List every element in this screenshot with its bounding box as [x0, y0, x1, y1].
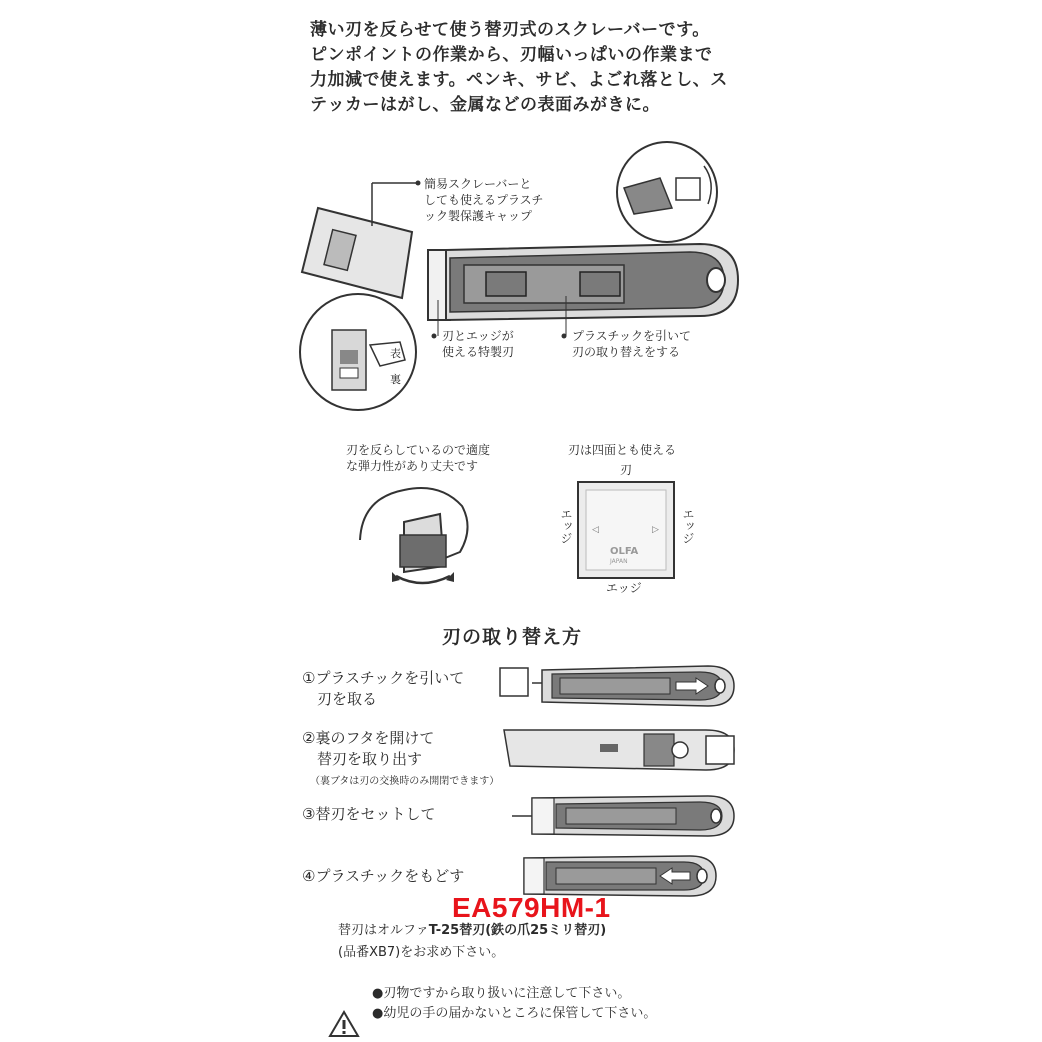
warning-item: ●幼児の手の届かないところに保管して下さい。	[372, 1006, 657, 1021]
edge-detail-circle	[617, 142, 717, 242]
model-number: EA579HM-1	[452, 892, 611, 923]
plastic-callout: プラスチックを引いて 刃の取り替えをする	[572, 329, 692, 359]
blade-top-label: 刃	[620, 463, 633, 477]
blade-callout: 刃とエッジが 使える特製刃	[442, 329, 515, 359]
front-label: 表	[390, 347, 401, 360]
intro-line: ピンポイントの作業から、刃幅いっぱいの作業まで	[310, 45, 713, 65]
step4-tool	[524, 856, 716, 896]
protective-cap-illustration	[302, 183, 416, 298]
step-2-subnote: （裏ブタは刃の交換時のみ開閉できます）	[310, 776, 500, 787]
step1-tool	[500, 666, 734, 706]
main-tool-body	[428, 244, 738, 320]
flex-note: 刃を反らしているので適度 な弾力性があり丈夫です	[346, 443, 491, 473]
blade-diagram-title: 刃は四面とも使える	[568, 443, 677, 457]
step-4-text: ④プラスチックをもどす	[302, 867, 465, 885]
warning-item: ●刃物ですから取り扱いに注意して下さい。	[372, 986, 631, 1001]
step-2-text: ②裏のフタを開けて 替刃を取り出す	[302, 729, 435, 768]
back-label: 裏	[390, 373, 401, 386]
replacement-blade-info: 替刃はオルファT-25替刃(鉄の爪25ミリ替刃) (品番XB7)をお求め下さい。	[338, 923, 607, 960]
step-3-text: ③替刃をセットして	[302, 805, 436, 823]
svg-text:▷: ▷	[652, 525, 659, 535]
warning-list	[372, 984, 656, 1024]
hand-flex-illustration	[360, 488, 468, 583]
replace-heading: 刃の取り替え方	[442, 626, 583, 648]
intro-line: テッカーはがし、金属などの表面みがきに。	[310, 95, 660, 115]
intro-line: 力加減で使えます。ペンキ、サビ、よごれ落とし、ス	[310, 70, 728, 90]
warning-icon	[330, 1012, 358, 1036]
olfa-japan-text: JAPAN	[610, 558, 628, 565]
intro-line: 薄い刃を反らせて使う替刃式のスクレーバーです。	[310, 20, 710, 40]
blade-left-label: エッジ	[559, 508, 573, 544]
step2-tool	[504, 730, 734, 770]
cap-callout: 簡易スクレーバーと しても使えるプラスチ ック製保護キャップ	[424, 177, 544, 223]
svg-text:◁: ◁	[592, 525, 599, 535]
step3-tool	[512, 796, 734, 836]
olfa-logo-text: OLFA	[610, 546, 639, 557]
blade-right-label: エッジ	[681, 508, 695, 544]
step-1-text: ①プラスチックを引いて 刃を取る	[302, 669, 465, 708]
blade-bottom-label: エッジ	[606, 581, 642, 595]
